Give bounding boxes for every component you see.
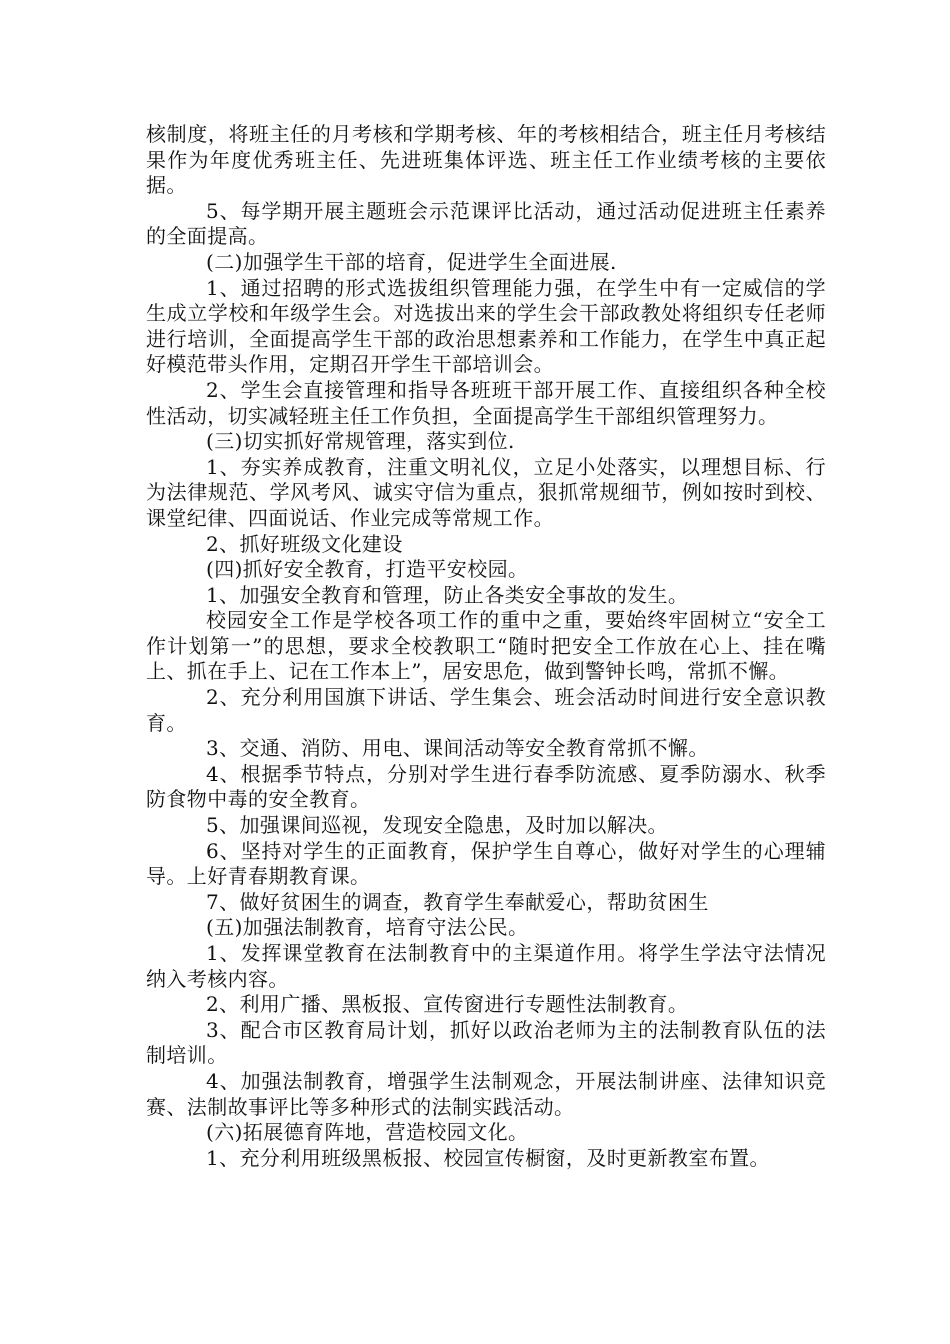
paragraph: 1、加强安全教育和管理，防止各类安全事故的发生。: [206, 582, 689, 607]
paragraph: 2、抓好班级文化建设: [206, 531, 403, 556]
section-heading: (五)加强法制教育，培育守法公民。: [206, 915, 529, 940]
paragraph: 3、交通、消防、用电、课间活动等安全教育常抓不懈。: [206, 736, 709, 761]
section-heading: (四)抓好安全教育，打造平安校园。: [206, 557, 529, 582]
paragraph: 校园安全工作是学校各项工作的重中之重，要始终牢固树立“安全工作计划第一”的思想，要求全校教职工“随时把安全工作放在心上、挂在嘴上、抓在手上、记在工作本上”，居安思危，做到警钟长鸣，常抓不懈。: [146, 608, 826, 684]
section-heading: (二)加强学生干部的培育，促进学生全面进展.: [206, 249, 617, 274]
paragraph: 1、通过招聘的形式选拔组织管理能力强，在学生中有一定威信的学生成立学校和年级学生会。对选拔出来的学生会干部政教处将组织专任老师进行培训，全面提高学生干部的政治思想素养和工作能力，在学生中真正起好模范带头作用，定期召开学生干部培训会。: [146, 275, 826, 377]
paragraph: 3、配合市区教育局计划，抓好以政治老师为主的法制教育队伍的法制培训。: [146, 1017, 826, 1068]
paragraph: 5、每学期开展主题班会示范课评比活动，通过活动促进班主任素养的全面提高。: [146, 198, 826, 249]
paragraph: 4、加强法制教育，增强学生法制观念，开展法制讲座、法律知识竞赛、法制故事评比等多种形式的法制实践活动。: [146, 1068, 826, 1119]
document-body: [146, 122, 826, 1171]
paragraph: 2、利用广播、黑板报、宣传窗进行专题性法制教育。: [206, 992, 689, 1017]
paragraph: 2、充分利用国旗下讲话、学生集会、班会活动时间进行安全意识教育。: [146, 685, 826, 735]
paragraph: 6、坚持对学生的正面教育，保护学生自尊心，做好对学生的心理辅导。上好青春期教育课。: [146, 838, 826, 889]
paragraph: 5、加强课间巡视，发现安全隐患，及时加以解决。: [206, 813, 668, 838]
paragraph: 7、做好贫困生的调查，教育学生奉献爱心，帮助贫困生: [206, 889, 709, 914]
paragraph: 1、发挥课堂教育在法制教育中的主渠道作用。将学生学法守法情况纳入考核内容。: [146, 941, 826, 991]
paragraph: 2、学生会直接管理和指导各班班干部开展工作、直接组织各种全校性活动，切实减轻班主任工作负担，全面提高学生干部组织管理努力。: [146, 377, 826, 428]
paragraph: 4、根据季节特点，分别对学生进行春季防流感、夏季防溺水、秋季防食物中毒的安全教育。: [146, 761, 826, 812]
section-heading: (三)切实抓好常规管理，落实到位.: [206, 429, 515, 454]
paragraph: 1、充分利用班级黑板报、校园宣传橱窗，及时更新教室布置。: [206, 1145, 770, 1170]
paragraph: 1、夯实养成教育，注重文明礼仪，立足小处落实，以理想目标、行为法律规范、学风考风、诚实守信为重点，狠抓常规细节，例如按时到校、课堂纪律、四面说话、作业完成等常规工作。: [146, 454, 826, 530]
section-heading: (六)拓展德育阵地，营造校园文化。: [206, 1120, 529, 1145]
paragraph: 核制度，将班主任的月考核和学期考核、年的考核相结合，班主任月考核结果作为年度优秀班主任、先进班集体评选、班主任工作业绩考核的主要依据。: [146, 122, 826, 198]
